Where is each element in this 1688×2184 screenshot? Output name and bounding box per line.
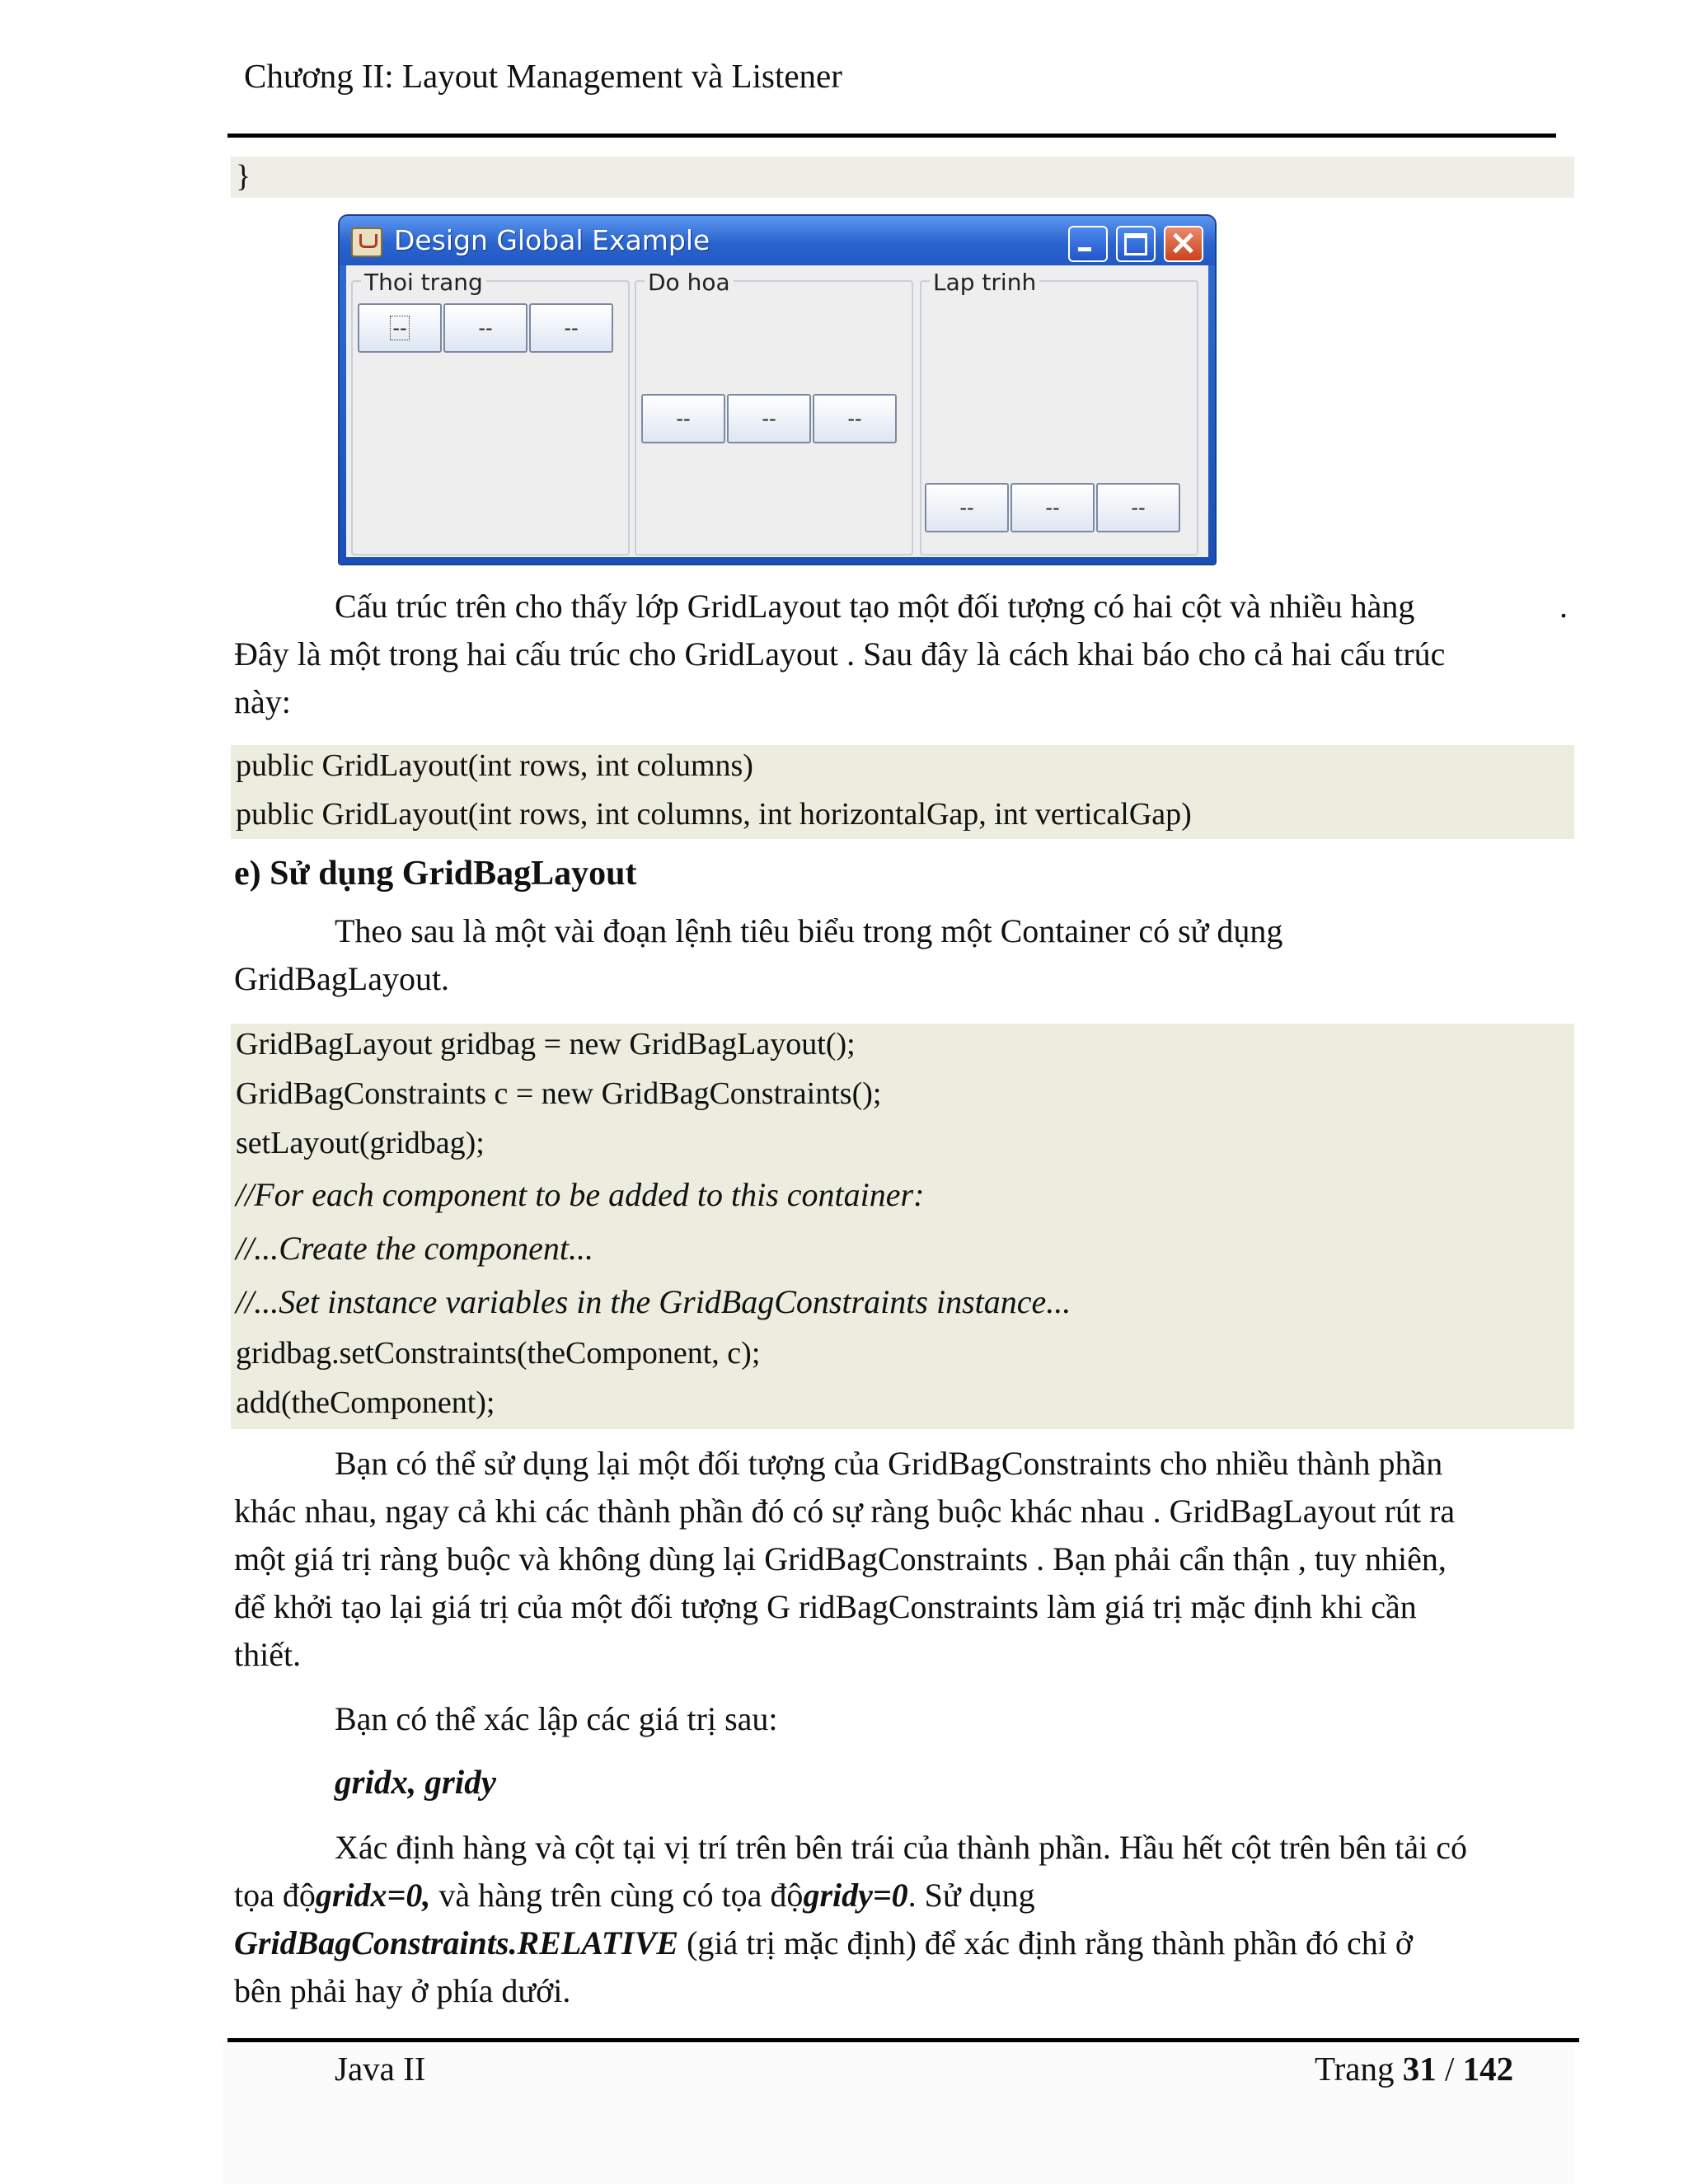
paragraph-line: Xác định hàng và cột tại vị trí trên bên trái của thành phần. Hầu hết cột trên bên tải có	[335, 1829, 1467, 1866]
paragraph-line	[234, 1876, 1035, 1915]
code-line: public GridLayout(int rows, int columns)	[236, 748, 753, 783]
paragraph-line: .	[1559, 588, 1568, 625]
text-run: tọa độ	[234, 1877, 316, 1914]
page-number: Trang 31 / 142	[1315, 2050, 1514, 2088]
section-heading: e) Sử dụng GridBagLayout	[234, 855, 637, 893]
code-line: GridBagConstraints c = new GridBagConstraints();	[236, 1076, 882, 1111]
code-line: GridBagLayout gridbag = new GridBagLayout();	[236, 1027, 856, 1062]
paragraph-line: một giá trị ràng buộc và không dùng lại GridBagConstraints . Bạn phải cẩn thận , tuy nhiên,	[234, 1540, 1447, 1577]
panel-button[interactable]: --	[727, 394, 811, 443]
window-title: Design Global Example	[394, 224, 710, 256]
code-line: public GridLayout(int rows, int columns, int horizontalGap, int verticalGap)	[236, 797, 1192, 832]
paragraph-line: để khởi tạo lại giá trị của một đối tượng G ridBagConstraints làm giá trị mặc định khi cần	[234, 1588, 1417, 1625]
panel-button[interactable]: --	[641, 394, 725, 443]
term-heading: gridx, gridy	[335, 1763, 496, 1801]
window-titlebar[interactable]	[340, 216, 1215, 265]
panel-button[interactable]: --	[443, 303, 528, 353]
code-term: gridx=0,	[315, 1877, 431, 1914]
header-title: Chương II: Layout Management và Listener	[244, 57, 842, 95]
text-run: (giá trị mặc định) để xác định rằng thành phần đó chỉ ở	[678, 1924, 1413, 1961]
code-comment: //...Create the component...	[236, 1230, 593, 1267]
code-line: add(theComponent);	[236, 1385, 495, 1420]
panel-lap-trinh	[920, 269, 1198, 555]
panel-button[interactable]: --	[358, 303, 442, 353]
paragraph-line: Bạn có thể sử dụng lại một đối tượng của GridBagConstraints cho nhiều thành phần	[335, 1445, 1443, 1482]
panel-title: Do hoa	[645, 269, 734, 296]
footer-course: Java II	[335, 2050, 426, 2088]
panel-button[interactable]: --	[813, 394, 897, 443]
paragraph-line: khác nhau, ngay cả khi các thành phần đó có sự ràng buộc khác nhau . GridBagLayout rút ra	[234, 1493, 1456, 1530]
code-line: gridbag.setConstraints(theComponent, c);	[236, 1336, 761, 1371]
code-block-top	[231, 157, 1574, 198]
panel-title: Thoi trang	[361, 269, 486, 296]
panel-button[interactable]: --	[1010, 483, 1095, 532]
text-run: . Sử dụng	[907, 1877, 1035, 1914]
code-comment: //...Set instance variables in the GridBagConstraints instance...	[236, 1283, 1071, 1320]
paragraph-line: GridBagLayout.	[234, 960, 450, 997]
panel-do-hoa	[635, 269, 913, 555]
code-line: }	[236, 159, 251, 194]
panel-title: Lap trinh	[930, 269, 1039, 296]
paragraph-line: này:	[234, 683, 291, 720]
paragraph-line: Theo sau là một vài đoạn lệnh tiêu biểu trong một Container có sử dụng	[335, 912, 1283, 949]
panel-button[interactable]: --	[529, 303, 613, 353]
panel-thoi-trang	[351, 269, 630, 555]
maximize-icon[interactable]	[1116, 226, 1156, 262]
code-comment: //For each component to be added to this container:	[236, 1176, 925, 1213]
paragraph-line: thiết.	[234, 1636, 302, 1673]
paragraph-line	[234, 1924, 1413, 1962]
paragraph-line: Cấu trúc trên cho thấy lớp GridLayout tạo một đối tượng có hai cột và nhiều hàng	[335, 588, 1415, 625]
window-content	[346, 265, 1208, 557]
code-line: setLayout(gridbag);	[236, 1126, 485, 1160]
app-window	[340, 216, 1215, 564]
paragraph-line: Đây là một trong hai cấu trúc cho GridLayout . Sau đây là cách khai báo cho cả hai cấu trúc	[234, 635, 1446, 673]
code-block-gridlayout	[231, 745, 1574, 839]
code-term: gridy=0	[803, 1877, 908, 1914]
java-cup-icon	[351, 227, 382, 257]
panel-button[interactable]: --	[925, 483, 1009, 532]
header-rule	[227, 134, 1556, 138]
panel-button[interactable]: --	[1096, 483, 1180, 532]
footer-rule	[227, 2038, 1579, 2042]
code-block-gridbaglayout	[231, 1024, 1574, 1429]
code-term: GridBagConstraints.RELATIVE	[234, 1924, 679, 1961]
paragraph-line: bên phải hay ở phía dưới.	[234, 1972, 571, 2009]
close-icon[interactable]	[1164, 226, 1203, 262]
minimize-icon[interactable]	[1068, 226, 1108, 262]
text-run: và hàng trên cùng có tọa độ	[430, 1877, 804, 1914]
paragraph-line: Bạn có thể xác lập các giá trị sau:	[335, 1700, 778, 1737]
